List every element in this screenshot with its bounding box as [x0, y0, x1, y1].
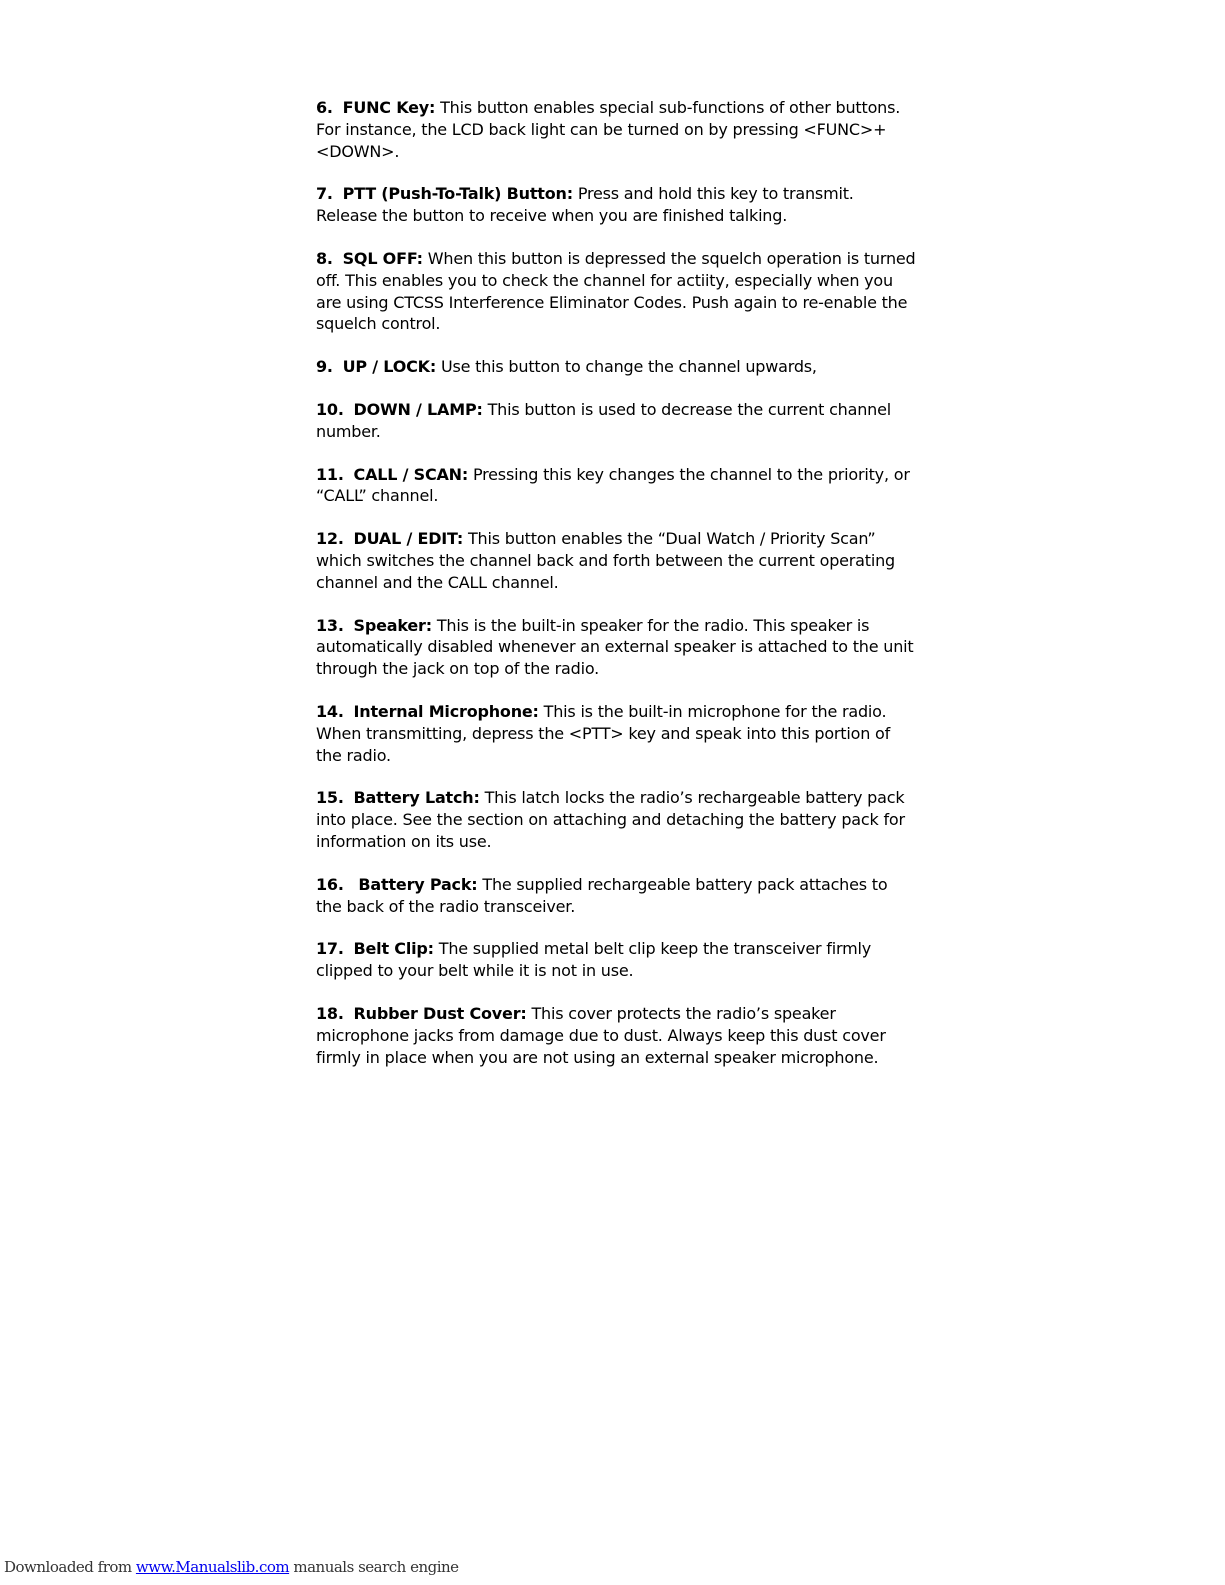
- feature-item-12: [316, 528, 916, 593]
- feature-item-13: [316, 615, 916, 680]
- item-number: 6.: [316, 98, 333, 117]
- item-description: The supplied metal belt clip keep the transceiver firmly clipped to your belt while it is not in use.: [316, 939, 871, 981]
- download-footer: [4, 1558, 459, 1576]
- item-number: 16.: [316, 874, 344, 894]
- item-title: CALL / SCAN:: [353, 464, 469, 484]
- item-number: 8.: [316, 248, 333, 268]
- feature-item-14: [316, 701, 916, 766]
- item-title: PTT (Push-To-Talk) Button:: [342, 184, 573, 204]
- item-title: Speaker:: [353, 615, 432, 635]
- item-number: 10.: [316, 399, 344, 419]
- item-number: 13.: [316, 615, 344, 635]
- item-title: DOWN / LAMP:: [353, 399, 483, 419]
- item-description: This latch locks the radio’s rechargeable battery pack into place. See the section on attaching and detaching the battery pack for information on its use.: [316, 788, 905, 851]
- footer-prefix: Downloaded from: [4, 1558, 136, 1576]
- feature-item-7: [316, 183, 916, 227]
- item-title: DUAL / EDIT:: [353, 529, 464, 549]
- feature-item-17: [316, 938, 916, 982]
- item-number: 14.: [316, 701, 344, 721]
- feature-item-10: [316, 399, 916, 443]
- feature-item-15: [316, 787, 916, 852]
- item-title: Rubber Dust Cover:: [353, 1003, 527, 1023]
- item-description: This button enables special sub-functions of other buttons. For instance, the LCD back light can be turned on by pressing <FUNC>+<DOWN>.: [316, 98, 901, 161]
- item-description: This cover protects the radio’s speaker microphone jacks from damage due to dust. Always keep this dust cover firmly in place when you are not using an external speaker microphone.: [316, 1003, 886, 1067]
- feature-item-16: [316, 874, 916, 918]
- item-number: 11.: [316, 464, 344, 484]
- item-number: 17.: [316, 939, 344, 959]
- item-number: 18.: [316, 1003, 344, 1023]
- feature-item-6: [316, 97, 916, 162]
- feature-item-8: [316, 248, 916, 335]
- feature-item-11: [316, 464, 916, 508]
- footer-suffix: manuals search engine: [289, 1558, 459, 1576]
- item-description: This button is used to decrease the current channel number.: [316, 399, 891, 441]
- item-title: SQL OFF:: [342, 248, 423, 268]
- item-description: This is the built-in speaker for the radio. This speaker is automatically disabled whenever an external speaker is attached to the unit through the jack on top of the radio.: [316, 615, 914, 679]
- item-title: UP / LOCK:: [342, 357, 437, 377]
- feature-list: [316, 97, 916, 1089]
- item-title: Internal Microphone:: [353, 701, 539, 721]
- item-description: The supplied rechargeable battery pack attaches to the back of the radio transceiver.: [316, 874, 888, 916]
- item-number: 9.: [316, 357, 333, 377]
- item-description: Pressing this key changes the channel to the priority, or “CALL” channel.: [316, 464, 910, 506]
- item-title: Belt Clip:: [353, 939, 434, 959]
- feature-item-18: [316, 1003, 916, 1068]
- item-number: 7.: [316, 184, 333, 204]
- item-title: Battery Latch:: [353, 788, 480, 808]
- feature-item-9: [316, 356, 916, 378]
- manualslib-link[interactable]: www.Manualslib.com: [135, 1558, 290, 1576]
- item-number: 15.: [316, 788, 344, 808]
- item-title: FUNC Key:: [342, 98, 436, 117]
- item-description: When this button is depressed the squelch operation is turned off. This enables you to check the channel for actiity, especially when you are using CTCSS Interference Eliminator Codes. Push again to re-enable the squelch control.: [316, 248, 916, 334]
- item-title: Battery Pack:: [358, 874, 478, 894]
- item-description: This button enables the “Dual Watch / Priority Scan” which switches the channel back and forth between the current operating channel and the CALL channel.: [316, 529, 895, 592]
- item-description: This is the built-in microphone for the radio. When transmitting, depress the <PTT> key and speak into this portion of the radio.: [316, 701, 891, 765]
- item-number: 12.: [316, 529, 344, 549]
- item-description: Use this button to change the channel upwards,: [440, 357, 817, 377]
- item-description: Press and hold this key to transmit. Release the button to receive when you are finished talking.: [316, 184, 854, 226]
